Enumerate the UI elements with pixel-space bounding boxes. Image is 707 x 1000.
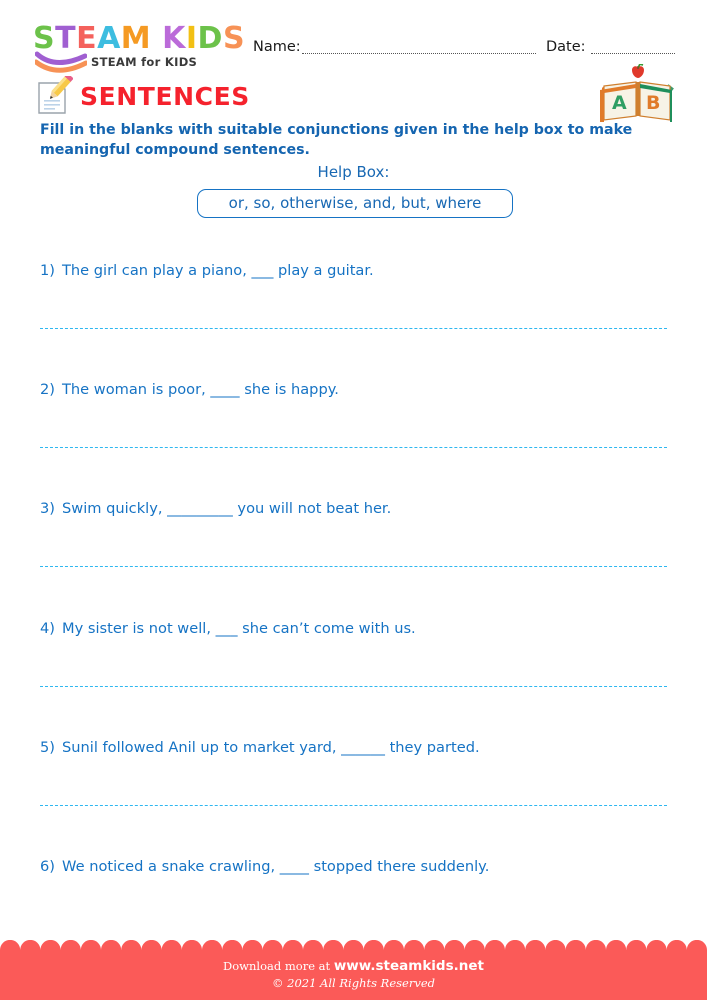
logo-letter: E bbox=[76, 21, 98, 56]
logo-letter: T bbox=[55, 21, 77, 56]
footer-site-link[interactable]: www.steamkids.net bbox=[333, 958, 484, 974]
question-text: Swim quickly, _________ you will not beat her. bbox=[62, 500, 392, 517]
answer-line-5[interactable] bbox=[40, 805, 667, 806]
answer-line-1[interactable] bbox=[40, 328, 667, 329]
name-input[interactable] bbox=[302, 53, 536, 54]
logo-tagline: STEAM for KIDS bbox=[91, 55, 198, 69]
page-header bbox=[0, 0, 707, 72]
page-title: SENTENCES bbox=[80, 82, 250, 111]
help-box-label: Help Box: bbox=[317, 163, 390, 181]
question-text: We noticed a snake crawling, ____ stopped there suddenly. bbox=[62, 858, 490, 875]
logo-letter: M bbox=[120, 21, 152, 56]
question-item-4 bbox=[40, 620, 670, 637]
question-item-3 bbox=[40, 500, 670, 517]
question-text: The girl can play a piano, ___ play a guitar. bbox=[62, 262, 374, 279]
question-text: Sunil followed Anil up to market yard, ______ they parted. bbox=[62, 739, 480, 756]
question-number: 2) bbox=[40, 381, 55, 398]
question-number: 3) bbox=[40, 500, 55, 517]
logo-letter: A bbox=[97, 21, 121, 56]
answer-line-3[interactable] bbox=[40, 566, 667, 567]
logo-swoosh-icon bbox=[35, 50, 87, 74]
question-item-1 bbox=[40, 262, 670, 279]
footer-copyright: © 2021 All Rights Reserved bbox=[271, 976, 435, 990]
question-item-6 bbox=[40, 858, 670, 875]
svg-text:B: B bbox=[646, 92, 661, 114]
question-item-2 bbox=[40, 381, 670, 398]
answer-line-2[interactable] bbox=[40, 447, 667, 448]
footer-download-prefix: Download more at bbox=[223, 959, 334, 973]
help-box-words: or, so, otherwise, and, but, where bbox=[228, 194, 482, 212]
logo-letter: K bbox=[162, 21, 186, 56]
date-label: Date: bbox=[546, 39, 586, 55]
date-input[interactable] bbox=[591, 53, 675, 54]
footer-download-line bbox=[0, 958, 707, 974]
svg-text:A: A bbox=[612, 92, 627, 114]
question-number: 4) bbox=[40, 620, 55, 637]
question-number: 5) bbox=[40, 739, 55, 756]
logo-letter: I bbox=[185, 21, 198, 56]
name-label: Name: bbox=[253, 39, 301, 55]
logo-letter: D bbox=[197, 21, 223, 56]
help-box bbox=[197, 189, 513, 218]
instructions-text: Fill in the blanks with suitable conjunctions given in the help box to make meaningful compound sentences. bbox=[40, 122, 633, 158]
question-item-5 bbox=[40, 739, 670, 756]
steam-kids-logo bbox=[33, 21, 246, 69]
question-number: 6) bbox=[40, 858, 55, 875]
question-text: The woman is poor, ____ she is happy. bbox=[62, 381, 339, 398]
question-text: My sister is not well, ___ she can’t come with us. bbox=[62, 620, 416, 637]
logo-letter bbox=[151, 24, 162, 54]
footer-scallop-edge bbox=[0, 940, 707, 952]
page-footer bbox=[0, 940, 707, 1000]
logo-letter: S bbox=[222, 21, 246, 56]
answer-line-4[interactable] bbox=[40, 686, 667, 687]
logo-letter: S bbox=[33, 21, 56, 56]
title-row bbox=[0, 76, 707, 118]
question-number: 1) bbox=[40, 262, 55, 279]
pencil-paper-icon bbox=[33, 76, 73, 118]
